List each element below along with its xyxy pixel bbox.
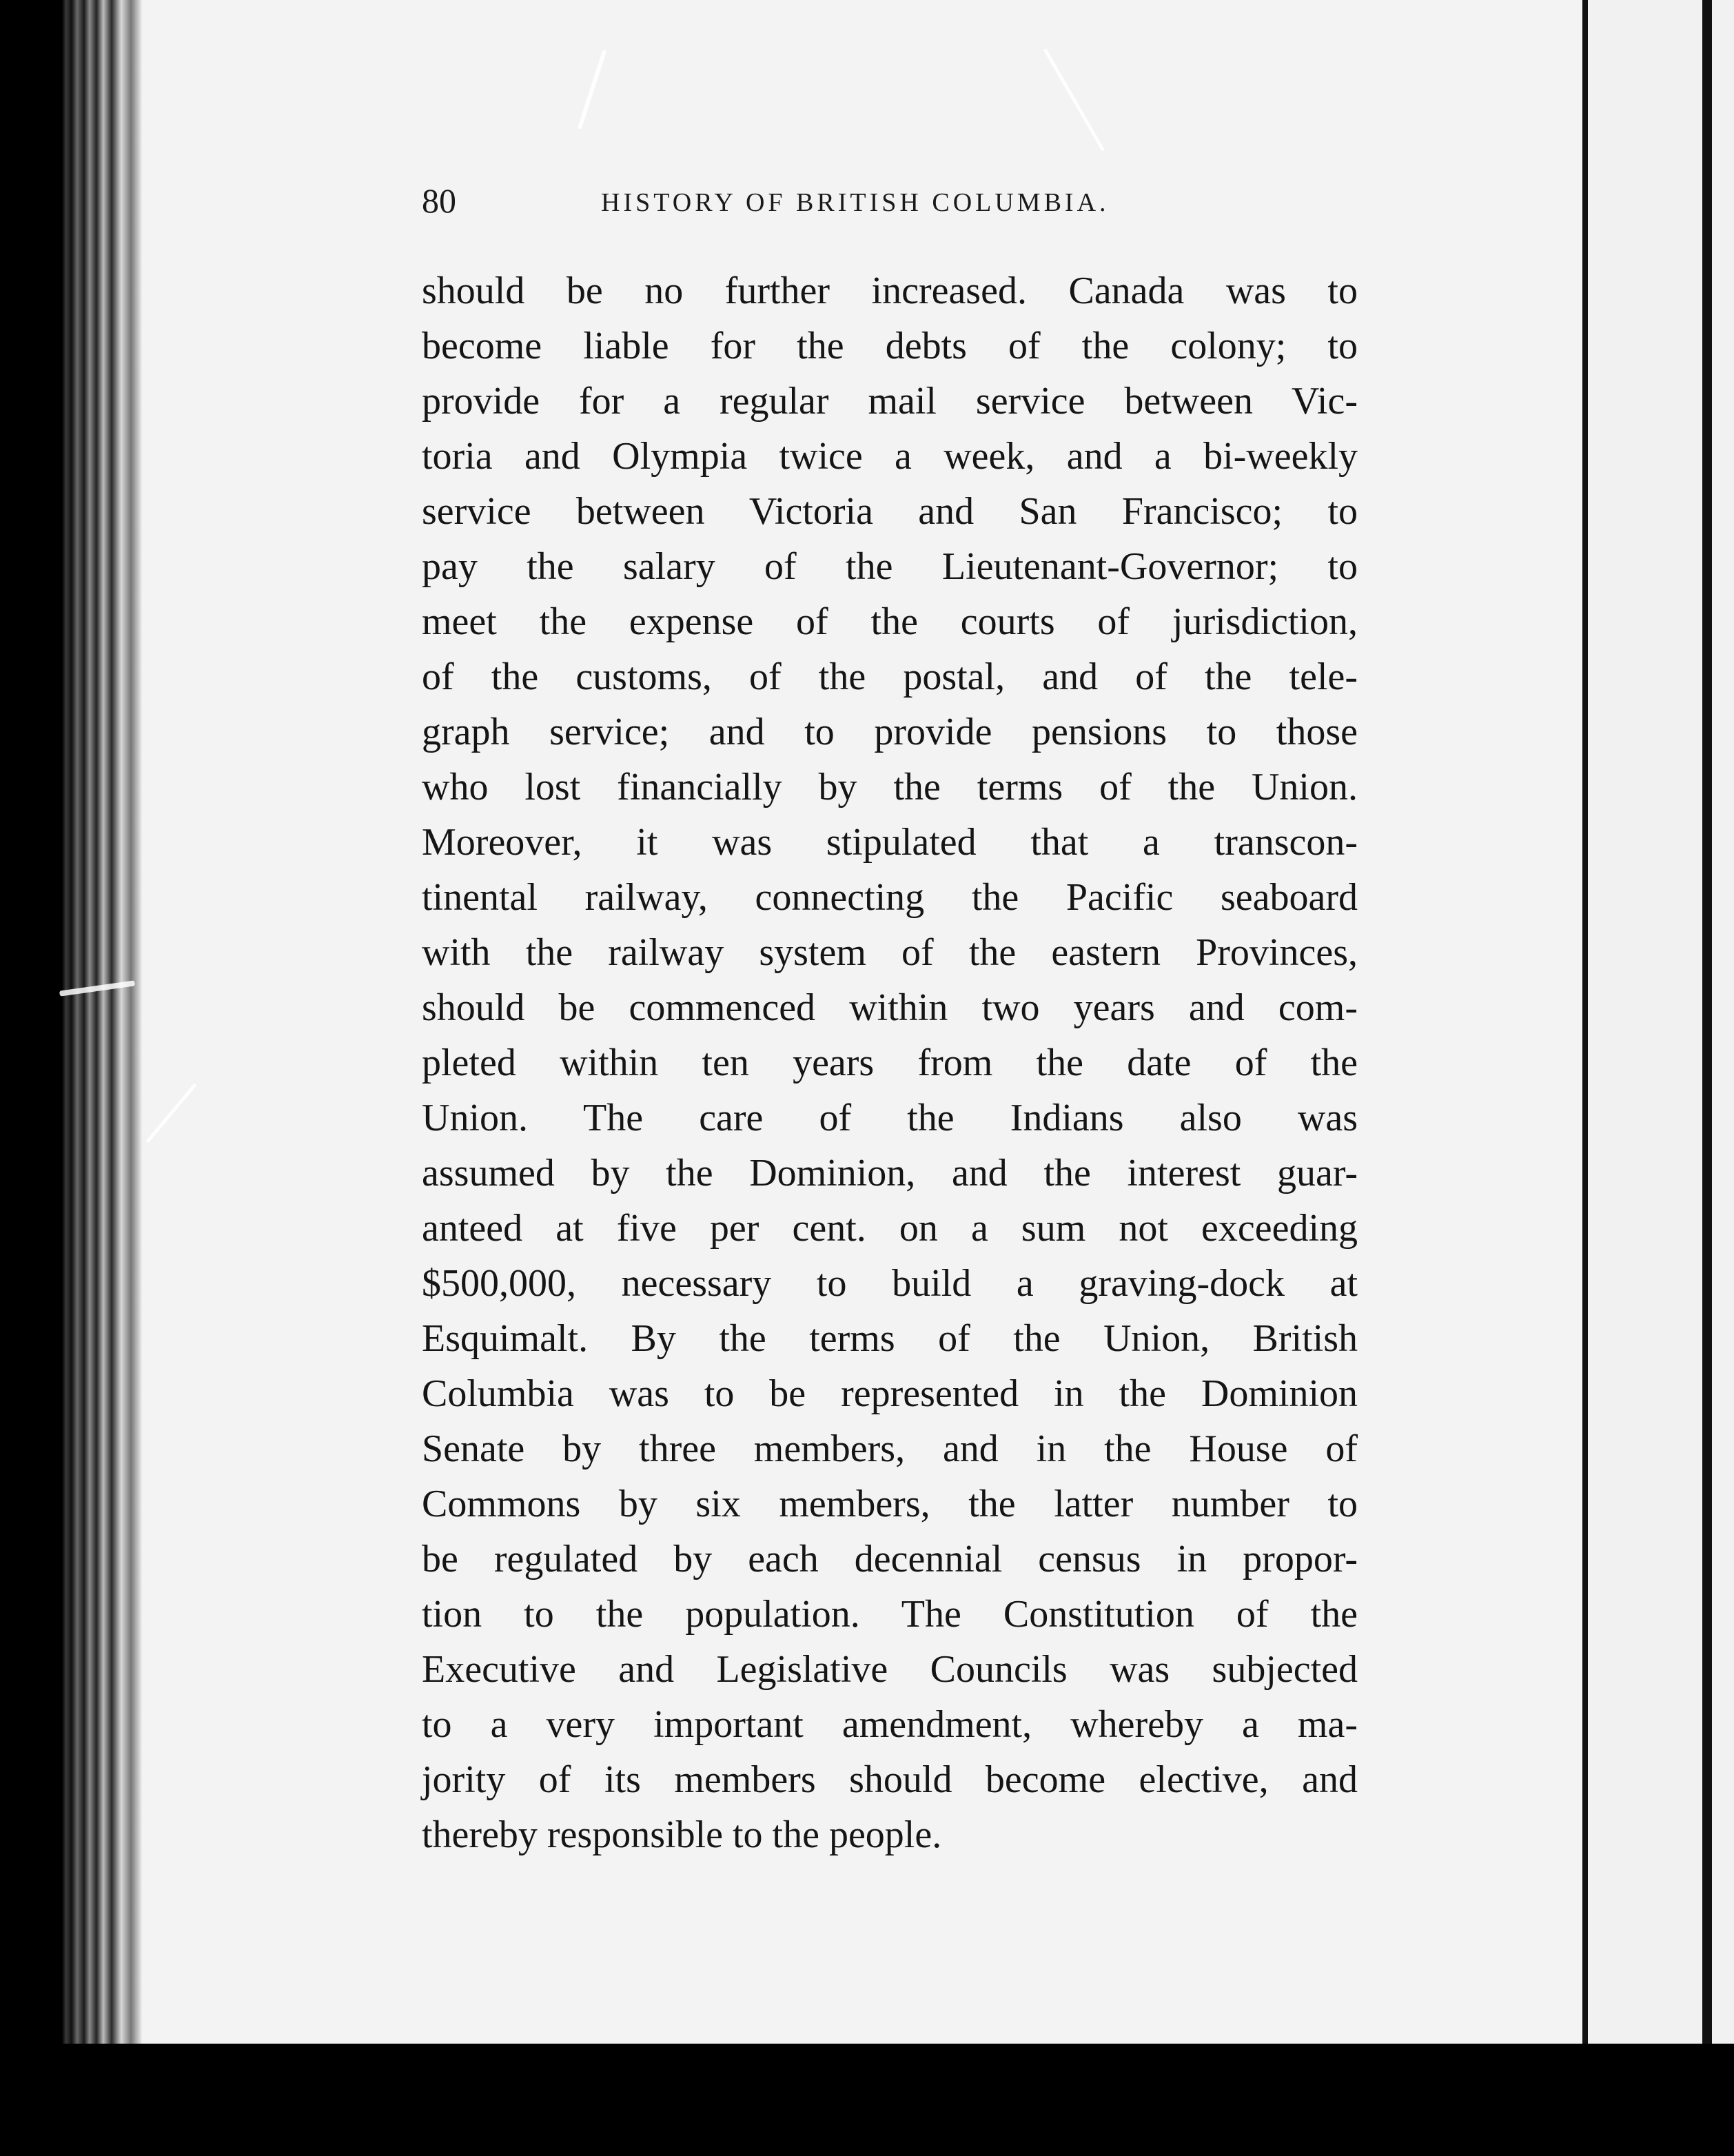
scan-bottom-border	[0, 2044, 1734, 2156]
text-line: jority of its members should become elective, and	[422, 1758, 1358, 1801]
text-line: pleted within ten years from the date of the	[422, 1041, 1358, 1084]
text-line: service between Victoria and San Francisco; to	[422, 490, 1358, 533]
text-line: $500,000, necessary to build a graving-dock at	[422, 1262, 1358, 1305]
scan-scratch	[1043, 48, 1105, 152]
text-line: Union. The care of the Indians also was	[422, 1097, 1358, 1139]
text-line: assumed by the Dominion, and the interest guar-	[422, 1152, 1358, 1194]
text-line: Senate by three members, and in the House of	[422, 1427, 1358, 1470]
text-line: tinental railway, connecting the Pacific seaboard	[422, 876, 1358, 919]
text-line: graph service; and to provide pensions to those	[422, 711, 1358, 753]
text-line: toria and Olympia twice a week, and a bi-weekly	[422, 435, 1358, 478]
book-binding-edge	[0, 0, 145, 2156]
text-line: Moreover, it was stipulated that a transcon-	[422, 821, 1358, 864]
text-line: Executive and Legislative Councils was subjected	[422, 1648, 1358, 1691]
text-line: should be commenced within two years and com-	[422, 986, 1358, 1029]
scan-scratch	[145, 1083, 197, 1143]
text-line: Commons by six members, the latter number to	[422, 1483, 1358, 1525]
text-line: pay the salary of the Lieutenant-Governor; to	[422, 545, 1358, 588]
body-paragraph	[422, 263, 1358, 1862]
text-line: Esquimalt. By the terms of the Union, British	[422, 1317, 1358, 1360]
text-line: provide for a regular mail service between Vic-	[422, 380, 1358, 423]
text-line: anteed at five per cent. on a sum not exceeding	[422, 1207, 1358, 1250]
text-line: of the customs, of the postal, and of the tele-	[422, 655, 1358, 698]
text-line: to a very important amendment, whereby a ma-	[422, 1703, 1358, 1746]
text-line: should be no further increased. Canada was to	[422, 270, 1358, 312]
text-line: meet the expense of the courts of jurisdiction,	[422, 600, 1358, 643]
text-line: tion to the population. The Constitution of the	[422, 1593, 1358, 1636]
facing-page-border	[1702, 0, 1712, 2061]
scan-scratch	[578, 50, 607, 130]
text-line: be regulated by each decennial census in propor-	[422, 1538, 1358, 1580]
text-line: Columbia was to be represented in the Dominion	[422, 1372, 1358, 1415]
running-title: HISTORY OF BRITISH COLUMBIA.	[601, 188, 1110, 217]
text-line: thereby responsible to the people.	[422, 1813, 942, 1856]
text-line: with the railway system of the eastern Provinces,	[422, 931, 1358, 974]
text-line: who lost financially by the terms of the Union.	[422, 766, 1358, 808]
text-line: become liable for the debts of the colony; to	[422, 325, 1358, 367]
running-head	[422, 181, 1180, 225]
page-number: 80	[422, 181, 456, 220]
